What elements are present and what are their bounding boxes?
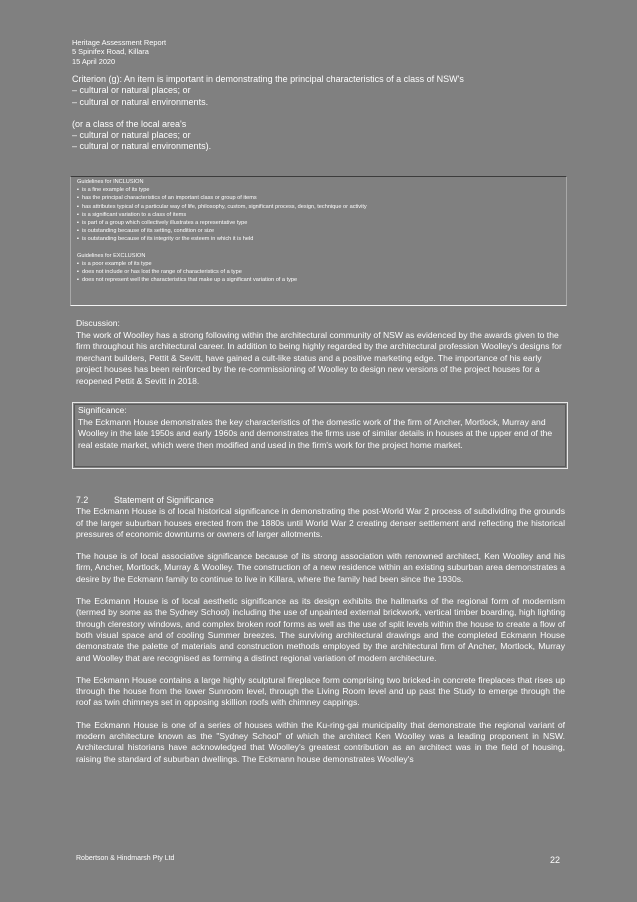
report-header: [72, 38, 568, 66]
section-number: 7.2: [76, 495, 89, 505]
criterion-item: – cultural or natural environments.: [72, 96, 209, 107]
list-item: ▪ is outstanding because of its integrity or the esteem in which it is held: [77, 235, 560, 243]
criterion-item: – cultural or natural places; or: [72, 85, 191, 96]
list-item: ▪ does not include or has lost the range of characteristics of a type: [77, 268, 560, 276]
paragraph: The Eckmann House is one of a series of houses within the Ku-ring-gai municipality that demonstrate the regional variant of modern architecture known as the "Sydney School" of which the architect Ken Woolley was a leading proponent in NSW. Architectural historians have acknowledged that Woolley's greatest contribution as an architect was in the field of housing, raising the standard of suburban dwellings. The Eckmann house demonstrates Woolley's: [76, 719, 565, 764]
section-heading: [76, 495, 565, 506]
page-number: 22: [549, 855, 560, 865]
list-item: ▪ has the principal characteristics of an important class or group of items: [77, 194, 560, 202]
significance-title: Significance:: [78, 405, 127, 415]
list-item: ▪ does not represent well the characteristics that make up a significant variation of a type: [77, 276, 560, 284]
significance-body: The Eckmann House demonstrates the key characteristics of the domestic work of the firm of Ancher, Mortlock, Murray and Woolley in the late 1950s and early 1960s and demonstrates the firms use of similar details in houses at the upper end of the real estate market, which were then modified and used in the firm's work for the project home market.: [78, 416, 553, 450]
report-address: 5 Spinifex Road, Killara: [72, 47, 149, 57]
paragraph: The Eckmann House is of local aesthetic significance as its design exhibits the hallmarks of the regional form of modernism (termed by some as the Sydney School) including the use of unpainted external brickwork, vertical timber boarding, high lighting through clerestory windows, and complex broken roof forms as well as the use of split levels within the house to create a flow of both visual space and of cooling Summer breezes. The surviving architectural drawings and the completed Eckmann House demonstrate the palette of materials and construction methods employed by the architectural firm of Ancher, Mortlock, Murray and Woolley that are recognised as forming a distinct regional variation of modern architecture.: [76, 596, 565, 663]
discussion-title: Discussion:: [76, 318, 120, 328]
list-item: ▪ is part of a group which collectively illustrates a representative type: [77, 219, 560, 227]
list-item: ▪ is a fine example of its type: [77, 186, 560, 194]
criterion-item: – cultural or natural places; or: [72, 130, 191, 141]
inclusion-title: Guidelines for INCLUSION: [77, 179, 144, 185]
statement-of-significance: [76, 495, 565, 776]
discussion-body: The work of Woolley has a strong following within the architectural community of NSW as evidenced by the awards given to the firm throughout his architectural career. In addition to being highly regarded by the architectural profession Woolley's designs for merchant builders, Pettit & Sevitt, have gained a cult-like status and a positive marketing edge. The importance of his early project houses has been reinforced by the re-commissioning of Woolley to design new versions of the project houses for a reopened Pettit & Sevitt in 2018.: [76, 329, 562, 386]
guidelines-box: [70, 176, 567, 306]
section-title: Statement of Significance: [114, 495, 214, 505]
criterion-item: – cultural or natural environments).: [72, 141, 212, 152]
document-page: [72, 38, 568, 152]
footer-company: Robertson & Hindmarsh Pty Ltd: [76, 855, 175, 862]
exclusion-title: Guidelines for EXCLUSION: [77, 252, 146, 259]
criterion-local-intro: (or a class of the local area's: [72, 118, 187, 129]
criterion-block: [72, 74, 568, 152]
page-footer: [76, 855, 560, 865]
exclusion-list: [77, 260, 560, 285]
list-item: ▪ is a significant variation to a class of items: [77, 211, 560, 219]
inclusion-list: [77, 186, 560, 243]
list-item: ▪ is outstanding because of its setting, condition or size: [77, 227, 560, 235]
report-title: Heritage Assessment Report: [72, 38, 167, 47]
discussion-section: [76, 318, 562, 388]
list-item: ▪ has attributes typical of a particular way of life, philosophy, custom, significant process, design, technique or activity: [77, 203, 560, 211]
significance-box: [72, 402, 568, 469]
paragraph: The Eckmann House is of local historical significance in demonstrating the post-World War 2 process of subdividing the grounds of the larger suburban houses erected from the 1880s until World War 2 creating denser settlement and reflecting the historical pressures of economic downturns or owners of larger allotments.: [76, 506, 565, 539]
criterion-title: Criterion (g): An item is important in demonstrating the principal characteristics of a class of NSW's: [72, 74, 464, 85]
report-date: 15 April 2020: [72, 56, 116, 66]
list-item: ▪ is a poor example of its type: [77, 260, 560, 268]
paragraph: The Eckmann House contains a large highly sculptural fireplace form comprising two bricked-in concrete fireplaces that rises up through the house from the lower Sunroom level, through the Living Room level and up past the Study to emerge through the roof as twin chimneys set in opposing skillion roofs with chimney cappings.: [76, 674, 565, 708]
paragraph: The house is of local associative significance because of its strong association with renowned architect, Ken Woolley and his firm, Ancher, Mortlock, Murray & Woolley. The construction of a new residence within an existing suburban area demonstrates a desire by the Eckmann family to continue to live in Killara, where the family had been since the 1930s.: [76, 551, 565, 584]
